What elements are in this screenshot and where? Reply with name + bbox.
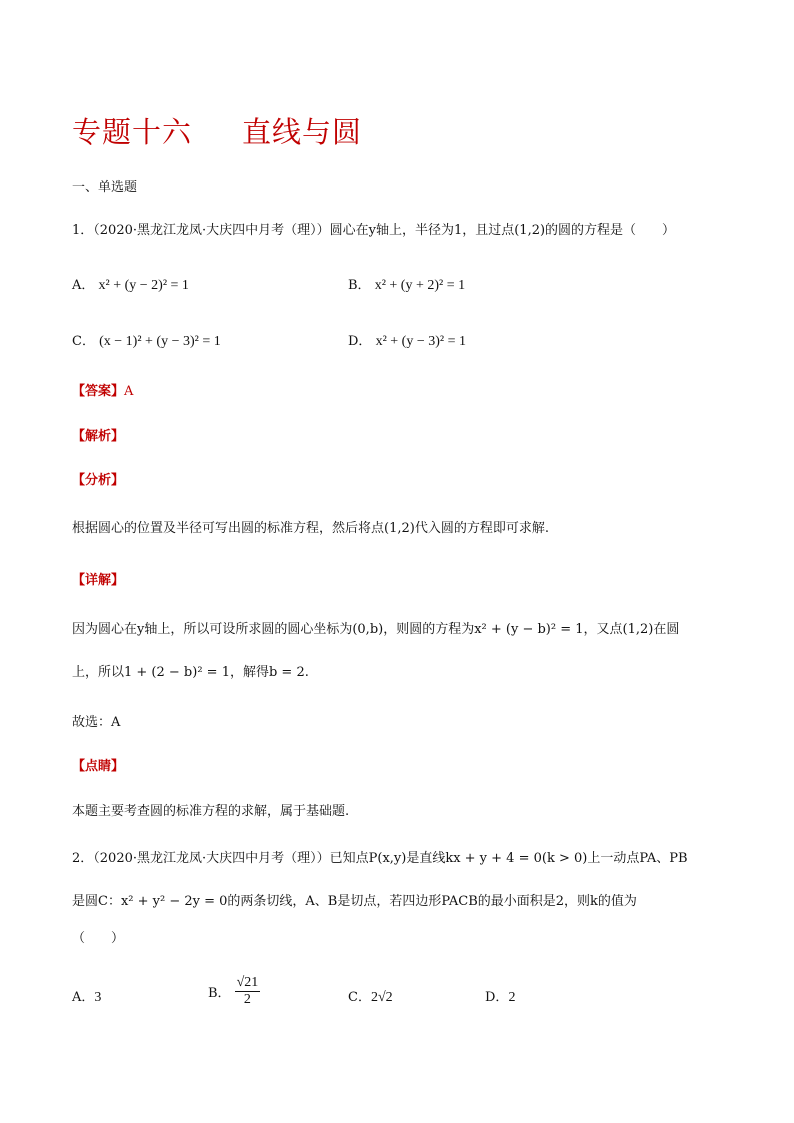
q1-option-d	[348, 330, 466, 350]
q2-option-d-label: D．	[485, 990, 509, 1005]
section-heading: 一、单选题	[72, 180, 138, 195]
q2-option-c	[348, 986, 393, 1006]
q2-option-d-value: 2	[508, 990, 516, 1005]
q2-option-a-value: 3	[94, 990, 102, 1005]
q2-option-a	[72, 986, 101, 1006]
answer-value: A	[124, 384, 134, 399]
q2-option-c-value: 2√2	[370, 990, 393, 1005]
fenxi-tag: 【分析】	[72, 473, 125, 488]
q1-option-b-expr: x² + (y + 2)² = 1	[374, 278, 466, 293]
q1-stem: 1．（2020·黑龙江龙凤·大庆四中月考（理））圆心在y轴上，半径为1，且过点(1,2)的圆的方程是（ ）	[72, 223, 676, 238]
q1-option-c-label: C．	[72, 334, 95, 349]
jiexi-tag: 【解析】	[72, 429, 125, 444]
title-topic: 直线与圆	[242, 115, 363, 149]
q1-option-a	[72, 274, 189, 294]
q2-option-a-label: A．	[72, 990, 95, 1005]
q1-option-d-expr: x² + (y − 3)² = 1	[375, 334, 466, 349]
xiangjie-tag: 【详解】	[72, 573, 125, 588]
q2-option-c-label: C．	[348, 990, 371, 1005]
q2-option-b-fraction	[235, 975, 261, 1008]
dianjing-tag: 【点睛】	[72, 759, 125, 774]
q2-stem-line-3: （ ）	[72, 931, 125, 946]
fraction-denominator: 2	[243, 992, 251, 1007]
q2-option-b-label: B．	[208, 986, 231, 1001]
dianjing-text: 本题主要考查圆的标准方程的求解，属于基础题.	[72, 804, 350, 819]
q1-option-a-expr: x² + (y − 2)² = 1	[98, 278, 189, 293]
answer-tag: 【答案】	[72, 384, 125, 399]
q1-option-d-label: D．	[348, 334, 372, 349]
q2-stem-line-2: 是圆C：x² + y² − 2y = 0的两条切线，A、B是切点，若四边形PACB的最小面积是2，则k的值为	[72, 894, 637, 909]
xiangjie-line-2: 上，所以1 + (2 − b)² = 1，解得b = 2.	[72, 665, 309, 680]
q1-option-c	[72, 330, 221, 350]
q1-option-a-label: A．	[72, 278, 95, 293]
title-prefix: 专题十六	[72, 115, 193, 149]
xiangjie-line-1: 因为圆心在y轴上，所以可设所求圆的圆心坐标为(0,b)，则圆的方程为x² + (y − b)² = 1，又点(1,2)在圆	[72, 622, 680, 637]
q1-option-c-expr: (x − 1)² + (y − 3)² = 1	[99, 334, 221, 349]
fenxi-text: 根据圆心的位置及半径可写出圆的标准方程，然后将点(1,2)代入圆的方程即可求解.	[72, 521, 549, 536]
q1-answer	[72, 380, 133, 399]
q2-option-d	[485, 986, 515, 1006]
q2-stem-line-1: 2．（2020·黑龙江龙凤·大庆四中月考（理））已知点P(x,y)是直线kx + y + 4 = 0(k > 0)上一动点PA、PB	[72, 851, 688, 866]
q1-option-b-label: B．	[348, 278, 371, 293]
q2-option-b	[208, 975, 260, 1008]
guxuan-text: 故选：A	[72, 715, 121, 730]
fraction-numerator: √21	[236, 975, 259, 990]
page-title	[72, 110, 362, 151]
q1-option-b	[348, 274, 465, 294]
